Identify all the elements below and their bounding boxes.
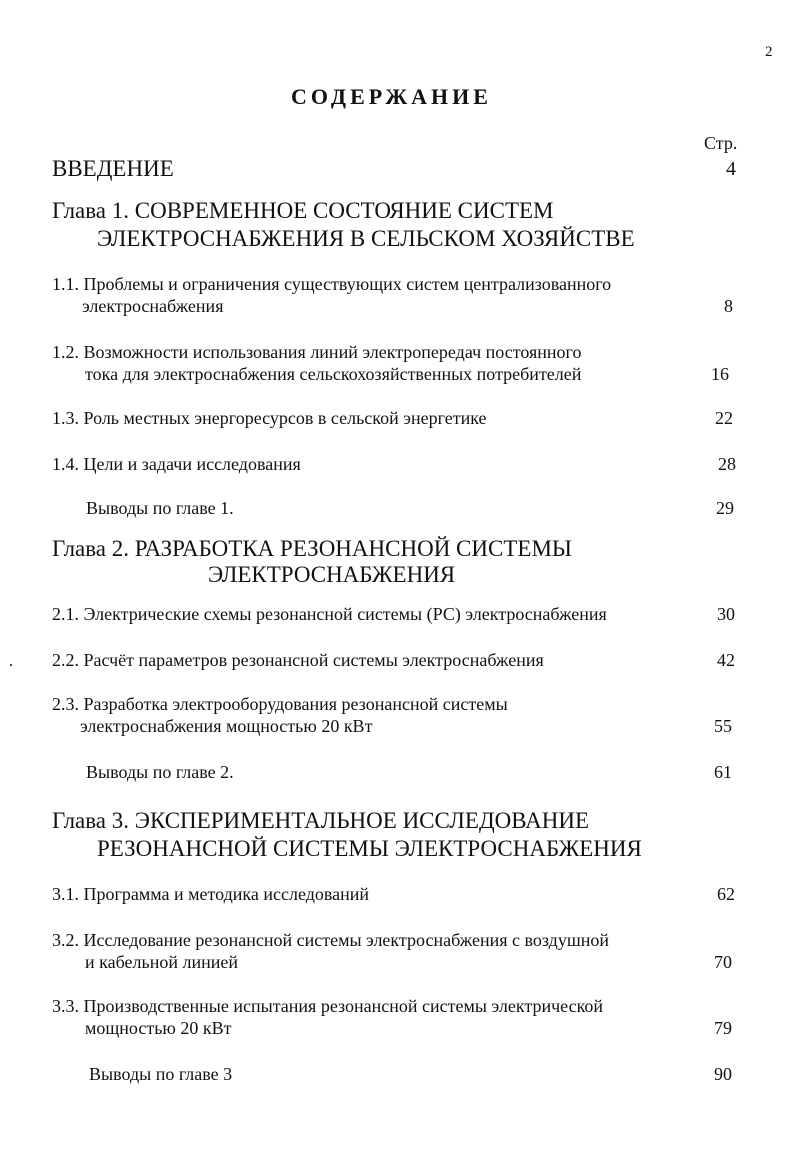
toc-entry-page: 79 xyxy=(714,1018,732,1038)
page-column-header: Стр. xyxy=(704,133,738,153)
scan-speck xyxy=(10,664,12,666)
toc-entry-text: Выводы по главе 3 xyxy=(89,1064,233,1084)
toc-intro-page: 4 xyxy=(726,158,736,180)
toc-entry-page: 29 xyxy=(716,498,734,518)
toc-entry-text: 2.3. Разработка электрооборудования резонансной системы xyxy=(52,694,508,714)
toc-entry-text: 1.4. Цели и задачи исследования xyxy=(52,454,301,474)
toc-intro-label: ВВЕДЕНИЕ xyxy=(52,156,174,181)
toc-entry-text: 3.1. Программа и методика исследований xyxy=(52,884,370,904)
toc-entry-page: 22 xyxy=(715,408,733,428)
toc-entry-page: 16 xyxy=(711,364,729,384)
toc-entry-text: 1.1. Проблемы и ограничения существующих систем централизованного xyxy=(52,274,612,294)
toc-entry-text: Выводы по главе 2. xyxy=(86,762,234,782)
toc-entry-text: и кабельной линией xyxy=(85,952,238,972)
toc-entry-page: 62 xyxy=(717,884,735,904)
toc-entry-text: 1.2. Возможности использования линий электропередач постоянного xyxy=(52,342,582,362)
toc-entry-page: 55 xyxy=(714,716,732,736)
chapter-heading-line: РЕЗОНАНСНОЙ СИСТЕМЫ ЭЛЕКТРОСНАБЖЕНИЯ xyxy=(97,836,642,861)
toc-entry-page: 42 xyxy=(717,650,735,670)
toc-entry-page: 8 xyxy=(724,296,733,316)
toc-entry-text: мощностью 20 кВт xyxy=(85,1018,232,1038)
toc-entry-text: 1.3. Роль местных энергоресурсов в сельской энергетике xyxy=(52,408,487,428)
chapter-heading-line: Глава 2. РАЗРАБОТКА РЕЗОНАНСНОЙ СИСТЕМЫ xyxy=(52,536,572,561)
toc-entry-text: электроснабжения мощностью 20 кВт xyxy=(80,716,373,736)
chapter-heading-line: Глава 1. СОВРЕМЕННОЕ СОСТОЯНИЕ СИСТЕМ xyxy=(52,198,554,223)
page-number: 2 xyxy=(765,44,773,60)
toc-entry-text: тока для электроснабжения сельскохозяйственных потребителей xyxy=(85,364,582,384)
chapter-heading-line: ЭЛЕКТРОСНАБЖЕНИЯ xyxy=(208,562,456,587)
toc-entry-page: 61 xyxy=(714,762,732,782)
toc-entry-text: 3.3. Производственные испытания резонансной системы электрической xyxy=(52,996,604,1016)
chapter-heading-line: Глава 3. ЭКСПЕРИМЕНТАЛЬНОЕ ИССЛЕДОВАНИЕ xyxy=(52,808,590,833)
toc-entry-page: 90 xyxy=(714,1064,732,1084)
toc-entry-text: 2.1. Электрические схемы резонансной системы (РС) электроснабжения xyxy=(52,604,607,624)
page-title: СОДЕРЖАНИЕ xyxy=(291,84,492,109)
toc-entry-text: Выводы по главе 1. xyxy=(86,498,234,518)
toc-entry-text: электроснабжения xyxy=(82,296,224,316)
toc-entry-page: 30 xyxy=(717,604,735,624)
toc-entry-page: 28 xyxy=(718,454,736,474)
chapter-heading-line: ЭЛЕКТРОСНАБЖЕНИЯ В СЕЛЬСКОМ ХОЗЯЙСТВЕ xyxy=(97,226,635,251)
toc-entry-text: 2.2. Расчёт параметров резонансной системы электроснабжения xyxy=(52,650,544,670)
toc-entry-page: 70 xyxy=(714,952,732,972)
toc-entry-text: 3.2. Исследование резонансной системы электроснабжения с воздушной xyxy=(52,930,609,950)
